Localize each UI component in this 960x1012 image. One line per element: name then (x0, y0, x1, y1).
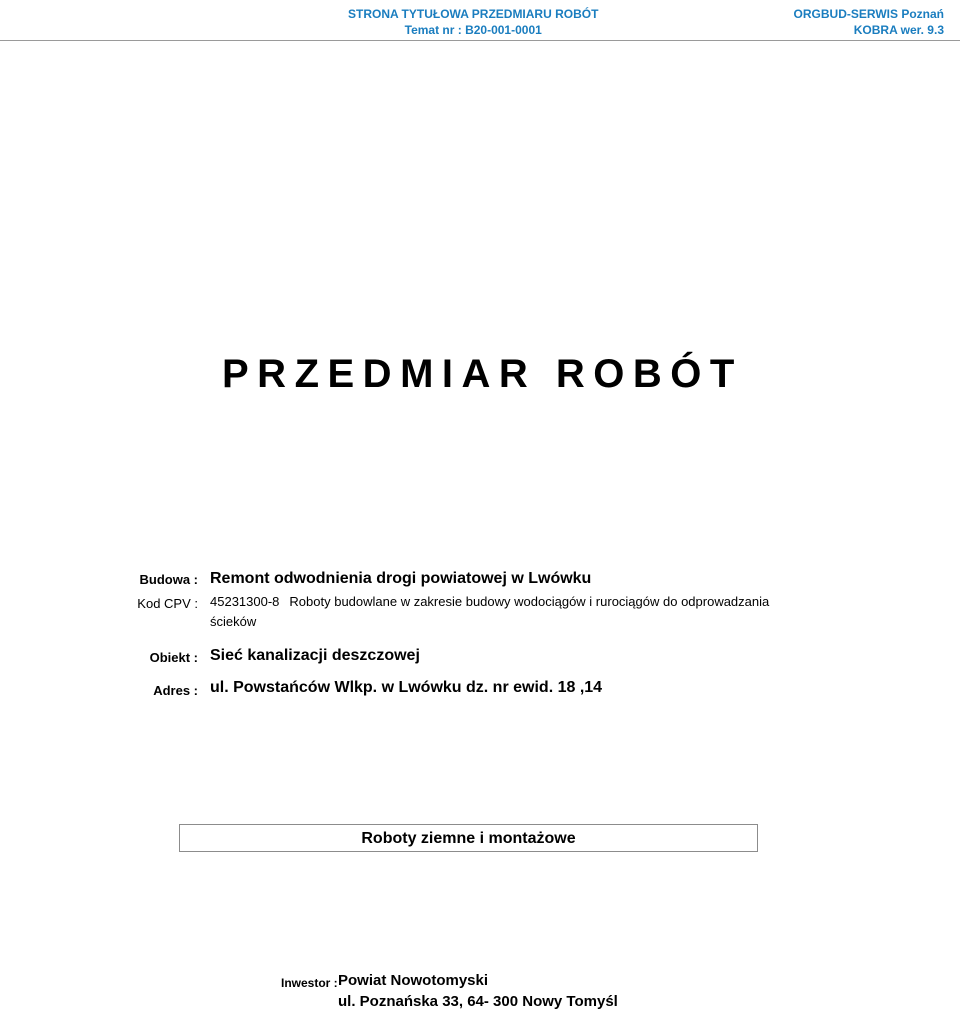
header-divider (0, 40, 960, 41)
inwestor-label: Inwestor : (281, 976, 338, 990)
header-right (794, 6, 944, 38)
document-title: PRZEDMIAR ROBÓT (222, 352, 743, 396)
header-company: ORGBUD-SERWIS Poznań (793, 7, 944, 21)
adres-label: Adres : (153, 683, 198, 698)
obiekt-label: Obiekt : (149, 650, 198, 665)
inwestor-address: ul. Poznańska 33, 64- 300 Nowy Tomyśl (338, 993, 618, 1010)
header-left (348, 6, 598, 38)
header-topic-number: Temat nr : B20-001-0001 (404, 23, 542, 37)
works-scope-box: Roboty ziemne i montażowe (179, 824, 758, 852)
cpv-value (210, 592, 810, 632)
header-page-type: STRONA TYTUŁOWA PRZEDMIARU ROBÓT (348, 7, 599, 21)
budowa-label: Budowa : (139, 572, 198, 587)
cpv-code: 45231300-8 (210, 594, 280, 609)
header-software-version: KOBRA wer. 9.3 (853, 23, 944, 37)
obiekt-value: Sieć kanalizacji deszczowej (210, 647, 420, 664)
adres-value: ul. Powstańców Wlkp. w Lwówku dz. nr ewid. 18 ,14 (210, 679, 603, 696)
cpv-description: Roboty budowlane w zakresie budowy wodociągów i rurociągów do odprowadzania ścieków (210, 594, 770, 629)
budowa-value: Remont odwodnienia drogi powiatowej w Lwówku (210, 570, 592, 587)
cpv-label: Kod CPV : (137, 596, 198, 611)
inwestor-name: Powiat Nowotomyski (338, 972, 489, 989)
